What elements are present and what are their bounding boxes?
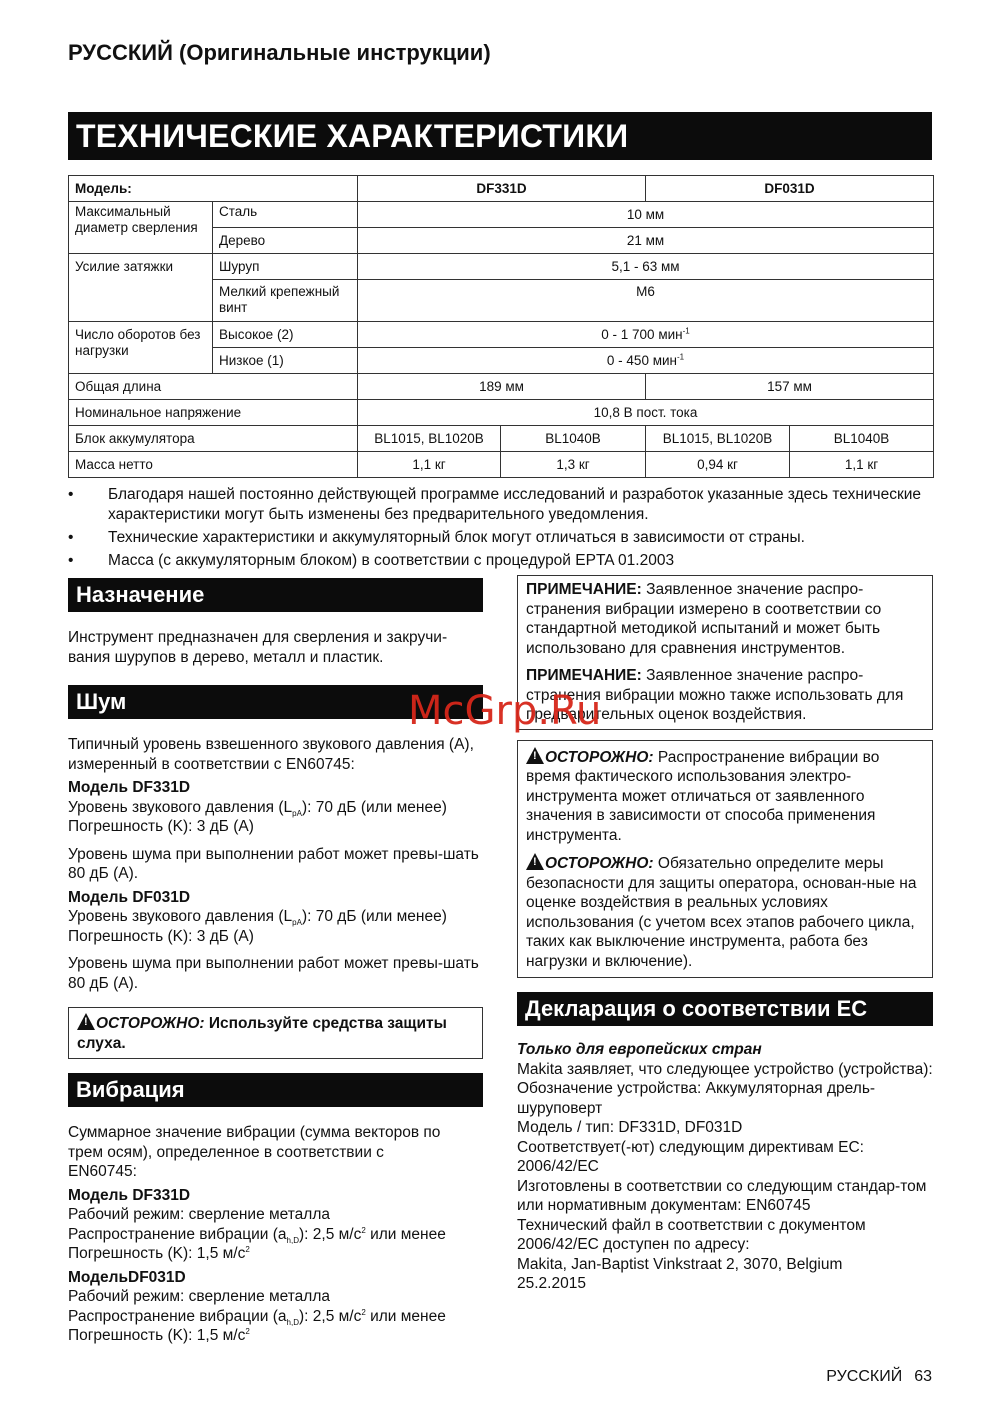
declaration-line: Makita заявляет, что следующее устройство (устройства):: [517, 1060, 933, 1078]
warning-1: !ОСТОРОЖНО: Распространение вибрации во время фактического использования электро-инструмента может отличаться от заявленного значения в зависимости от способа применения инструмента.: [526, 747, 924, 846]
warning-triangle-icon: [77, 1013, 95, 1030]
battery-label: Блок аккумулятора: [69, 426, 358, 452]
high-value: 0 - 1 700 мин$^{-1}$: [358, 322, 934, 348]
mass-value: 1,1 кг: [358, 452, 501, 478]
noise-model-1: Модель DF331D: [68, 779, 191, 796]
low-value: 0 - 450 мин$^{-1}$: [358, 348, 934, 374]
warning-label: ОСТОРОЖНО:: [96, 1015, 205, 1032]
screw-label: Шуруп: [213, 254, 358, 280]
vibration-mode-2: Рабочий режим: сверление металла: [68, 1288, 331, 1305]
length-1: 189 мм: [358, 374, 646, 400]
table-row: [69, 374, 934, 400]
length-2: 157 мм: [646, 374, 934, 400]
voltage-label: Номинальное напряжение: [69, 400, 358, 426]
vibration-model-2: МодельDF031D: [68, 1268, 186, 1286]
table-row: [69, 452, 934, 478]
page-footer: [826, 1368, 932, 1386]
warning-triangle-icon: [526, 747, 544, 764]
noise-lpa-1: Уровень звукового давления $(L_{pA})$: 70 дБ (или менее): [68, 798, 447, 818]
vibration-model-1: Модель DF331D: [68, 1186, 191, 1204]
noise-uncertainty-1: Погрешность (K): 3 дБ (A): [68, 818, 254, 835]
vibration-emission-2: Распространение вибрации $(a_{h,D})$: 2,5 $м/с^2$ или менее: [68, 1307, 446, 1327]
declaration-subtitle: Только для европейских стран: [517, 1041, 762, 1058]
steel-value: 10 мм: [358, 202, 934, 228]
vibration-emission-1: Распространение вибрации $(a_{h,D})$: 2,5 $м/с^2$ или менее: [68, 1225, 446, 1245]
declaration-line: Обозначение устройства: Аккумуляторная дрель-шуруповерт: [517, 1080, 876, 1117]
bullet: •: [68, 529, 74, 546]
low-label: Низкое (1): [213, 348, 358, 374]
section-title-purpose: Назначение: [68, 578, 483, 612]
table-row: [69, 254, 934, 280]
warning-2: !ОСТОРОЖНО: Обязательно определите меры безопасности для защиты оператора, основан-ные на оценке воздействия в реальных условиях использования (с учетом всех этапов рабочего цикла, таких как выключение инструмента, работа без нагрузки и включение).: [526, 853, 924, 971]
declaration-line: Технический файл в соответствии с документом 2006/42/EC доступен по адресу:: [517, 1216, 866, 1253]
small-screw-label: Мелкий крепежный винт: [213, 280, 358, 322]
battery-value: BL1015, BL1020B: [646, 426, 790, 452]
note-text: Благодаря нашей постоянно действующей программе исследований и разработок указанные здесь технические характеристики могут быть изменены без предварительного уведомления.: [108, 486, 922, 523]
noise-uncertainty-2: Погрешность (K): 3 дБ (A): [68, 927, 254, 945]
note-text: Технические характеристики и аккумуляторный блок могут отличаться в зависимости от страны.: [108, 529, 805, 546]
declaration-line: Модель / тип: DF331D, DF031D: [517, 1119, 743, 1136]
note-text: Масса (с аккумуляторным блоком) в соответствии с процедурой EPTA 01.2003: [108, 552, 675, 569]
noise-lpa-2: Уровень звукового давления $(L_{pA})$: 70 дБ (или менее): [68, 908, 447, 928]
screw-value: 5,1 - 63 мм: [358, 254, 934, 280]
wood-label: Дерево: [213, 228, 358, 254]
vibration-uncertainty-2: Погрешность (K): 1,5 $м/с^2$: [68, 1326, 250, 1344]
main-title: ТЕХНИЧЕСКИЕ ХАРАКТЕРИСТИКИ: [68, 112, 932, 160]
battery-value: BL1015, BL1020B: [358, 426, 501, 452]
bullet: •: [68, 486, 74, 503]
noise-exceed-1: Уровень шума при выполнении работ может превы-шать 80 дБ (A).: [68, 845, 479, 882]
small-screw-value: M6: [358, 280, 934, 322]
hearing-warning-box: [68, 1007, 483, 1059]
section-title-noise: Шум: [68, 685, 483, 719]
max-diameter-label: Максимальный диаметр сверления: [69, 202, 213, 254]
steel-label: Сталь: [213, 202, 358, 228]
note-1: ПРИМЕЧАНИЕ: Заявленное значение распро-странения вибрации измерено в соответствии со стандартной методикой испытаний и может быть использовано для сравнения инструментов.: [526, 581, 882, 657]
purpose-text: Инструмент предназначен для сверления и закручи-вания шурупов в дерево, металл и пластик.: [68, 629, 448, 666]
noise-exceed-2: Уровень шума при выполнении работ может превы-шать 80 дБ (A).: [68, 955, 479, 992]
vibration-uncertainty-1: Погрешность (K): 1,5 $м/с^2$: [68, 1244, 250, 1262]
note-2: ПРИМЕЧАНИЕ: Заявленное значение распро-странения вибрации можно также использовать для предварительных оценок воздействия.: [526, 667, 904, 723]
battery-value: BL1040B: [790, 426, 934, 452]
declaration-line: Изготовлены в соответствии со следующим стандар-том или нормативным документам: EN60745: [517, 1177, 927, 1214]
mass-label: Масса нетто: [69, 452, 358, 478]
table-row: [69, 176, 934, 202]
section-title-vibration: Вибрация: [68, 1073, 483, 1107]
wood-value: 21 мм: [358, 228, 934, 254]
footer-language: РУССКИЙ: [826, 1368, 903, 1385]
list-item: [68, 528, 933, 548]
torque-label: Усилие затяжки: [69, 254, 213, 322]
model-1: DF331D: [358, 176, 646, 202]
model-2: DF031D: [646, 176, 934, 202]
voltage-value: 10,8 В пост. тока: [358, 400, 934, 426]
vibration-intro: Суммарное значение вибрации (сумма векторов по трем осям), определенное в соответствии с EN60745:: [68, 1124, 441, 1180]
mass-value: 0,94 кг: [646, 452, 790, 478]
declaration-line: Соответствует(-ют) следующим директивам ЕС: 2006/42/EC: [517, 1138, 864, 1175]
vibration-warnings-box: [517, 740, 933, 979]
noise-model-2: Модель DF031D: [68, 888, 191, 906]
model-label: Модель:: [69, 176, 358, 202]
speed-label: Число оборотов без нагрузки: [69, 322, 213, 374]
length-label: Общая длина: [69, 374, 358, 400]
high-label: Высокое (2): [213, 322, 358, 348]
noise-intro: Типичный уровень взвешенного звукового давления (A), измеренный в соответствии с EN60745:: [68, 736, 474, 773]
mass-value: 1,3 кг: [501, 452, 646, 478]
table-row: [69, 400, 934, 426]
table-row: [69, 202, 934, 228]
watermark: McGrp.Ru: [408, 688, 602, 734]
list-item: [68, 485, 933, 525]
bullet: •: [68, 552, 74, 569]
warning-text: Используйте средства защиты слуха.: [77, 1015, 447, 1052]
page-number: 63: [914, 1368, 932, 1385]
warning-triangle-icon: [526, 853, 544, 870]
mass-value: 1,1 кг: [790, 452, 934, 478]
table-row: [69, 426, 934, 452]
declaration-line: 25.2.2015: [517, 1275, 586, 1292]
vibration-mode-1: Рабочий режим: сверление металла: [68, 1206, 331, 1223]
spec-table: [68, 175, 934, 478]
page-language-header: РУССКИЙ (Оригинальные инструкции): [68, 40, 491, 65]
spec-notes: [68, 485, 933, 574]
declaration-line: Makita, Jan-Baptist Vinkstraat 2, 3070, Belgium: [517, 1255, 843, 1273]
list-item: [68, 551, 933, 571]
right-column: [517, 575, 933, 1294]
table-row: [69, 322, 934, 348]
battery-value: BL1040B: [501, 426, 646, 452]
section-title-declaration: Декларация о соответствии ЕС: [517, 992, 933, 1026]
